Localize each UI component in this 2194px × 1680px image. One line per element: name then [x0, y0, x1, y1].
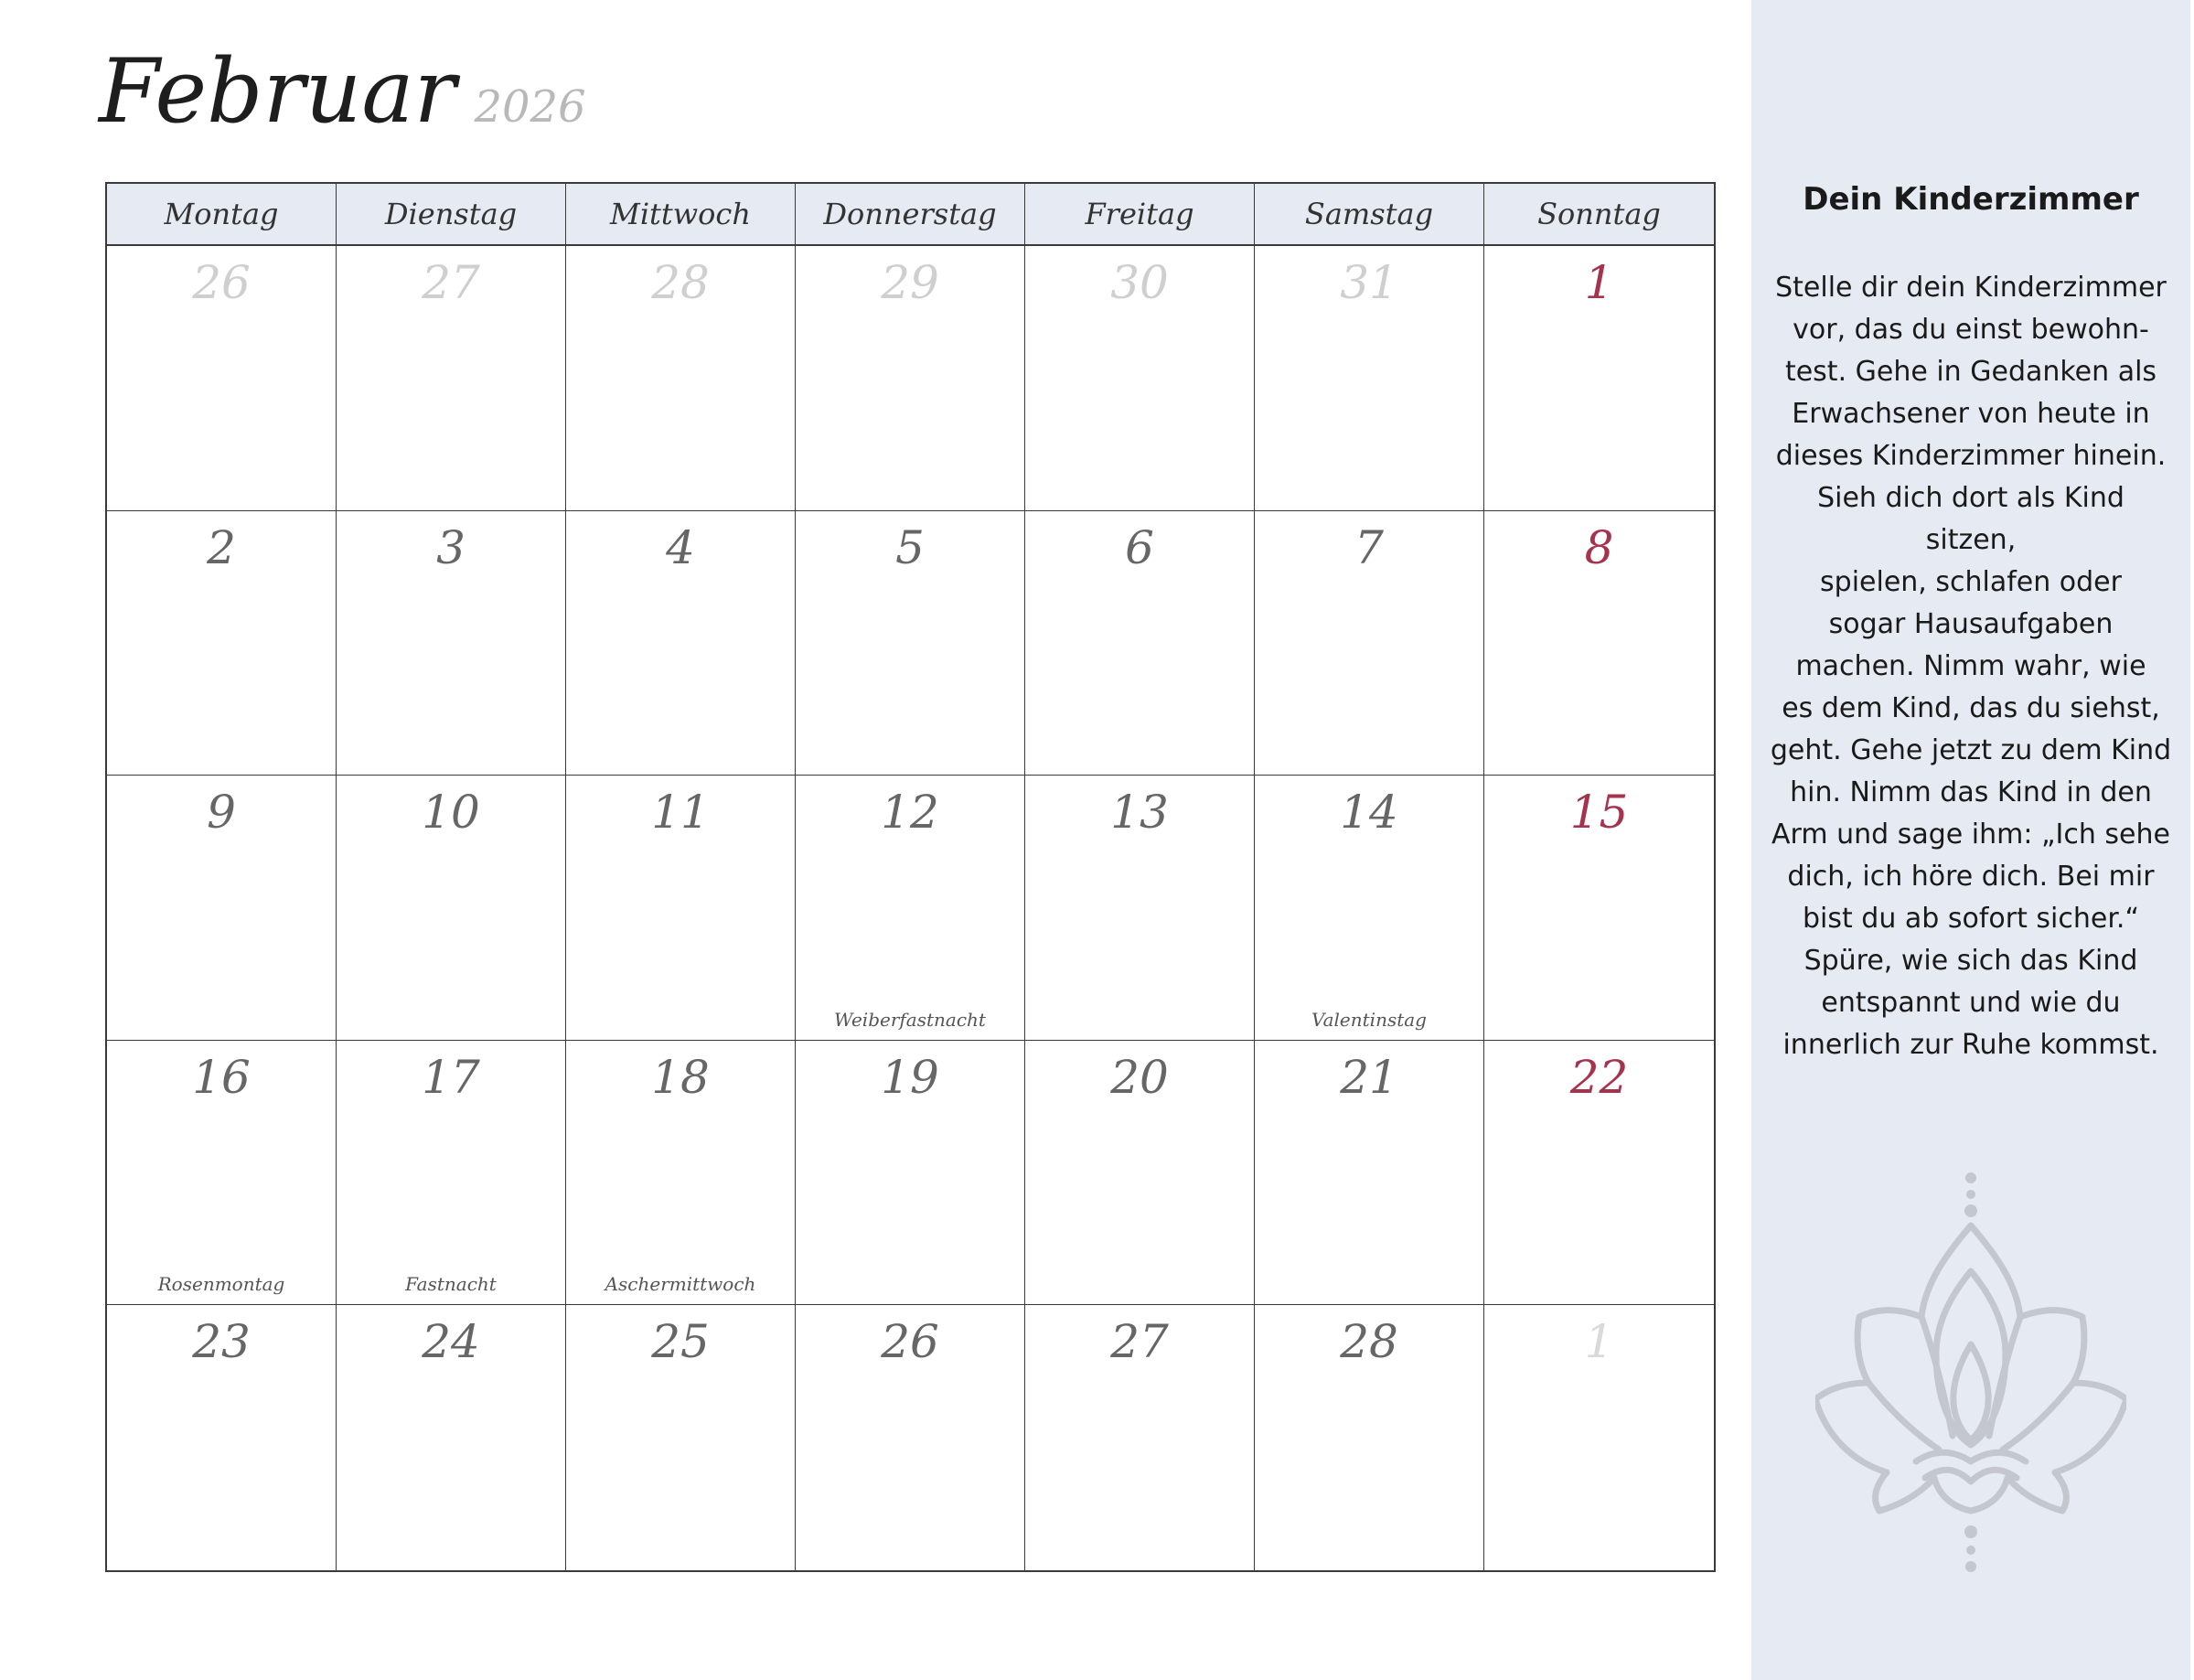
day-number: 3	[436, 520, 466, 574]
day-number: 19	[881, 1050, 939, 1104]
year-label: 2026	[474, 81, 586, 133]
weekday-header: Freitag	[1025, 184, 1255, 246]
sidebar-text-line: dieses Kinderzimmer hinein.	[1775, 440, 2167, 472]
sidebar-panel	[1751, 0, 2190, 1680]
weekday-header: Donnerstag	[796, 184, 1025, 246]
sidebar-text-line: entspannt und wie du	[1821, 987, 2121, 1019]
sidebar-text-line: Spüre, wie sich das Kind	[1803, 945, 2138, 977]
day-cell[interactable]	[1025, 776, 1255, 1041]
sidebar-title: Dein Kinderzimmer	[1803, 181, 2139, 218]
day-number: 15	[1569, 786, 1629, 840]
sidebar-text-line: machen. Nimm wahr, wie	[1795, 650, 2146, 682]
day-number: 26	[881, 1315, 939, 1369]
day-number: 26	[192, 256, 251, 309]
day-cell[interactable]	[107, 776, 337, 1041]
lotus-icon	[1815, 1171, 2126, 1582]
day-cell[interactable]	[1025, 1041, 1255, 1306]
day-number: 18	[651, 1050, 710, 1104]
day-number: 28	[651, 256, 710, 309]
day-number: 28	[1340, 1315, 1398, 1369]
day-cell[interactable]	[1025, 511, 1255, 776]
day-cell[interactable]	[337, 246, 566, 511]
sidebar-text-line: test. Gehe in Gedanken als	[1784, 356, 2157, 388]
sidebar-text-line: spielen, schlafen oder	[1820, 566, 2122, 598]
holiday-label: Weiberfastnacht	[834, 1008, 986, 1031]
sidebar-text-line: vor, das du einst bewohn-	[1793, 314, 2149, 346]
day-number: 9	[207, 786, 236, 840]
day-cell[interactable]	[337, 1305, 566, 1570]
sidebar-text	[1770, 267, 2172, 1066]
day-cell[interactable]	[1255, 776, 1484, 1041]
day-number: 27	[1110, 1315, 1169, 1369]
weekday-header: Sonntag	[1484, 184, 1714, 246]
month-title: Februar	[99, 40, 456, 143]
sidebar-text-line: Arm und sage ihm: „Ich sehe	[1771, 819, 2170, 851]
sidebar-text-line: geht. Gehe jetzt zu dem Kind	[1770, 734, 2172, 766]
day-cell[interactable]	[796, 246, 1025, 511]
day-number: 29	[881, 256, 939, 309]
day-number: 30	[1110, 256, 1169, 309]
day-cell[interactable]	[566, 776, 796, 1041]
day-cell[interactable]	[107, 511, 337, 776]
sidebar-text-line: sogar Hausaufgaben	[1828, 608, 2114, 640]
day-number: 13	[1110, 786, 1169, 840]
day-number: 12	[881, 786, 939, 840]
weekday-header: Montag	[107, 184, 337, 246]
sidebar-text-line: hin. Nimm das Kind in den	[1790, 776, 2152, 808]
day-number: 20	[1110, 1050, 1169, 1104]
day-cell[interactable]	[1484, 1041, 1714, 1306]
day-number: 17	[422, 1050, 480, 1104]
day-number: 1	[1584, 256, 1614, 309]
day-cell[interactable]	[1484, 246, 1714, 511]
day-cell[interactable]	[796, 1305, 1025, 1570]
weekday-header: Dienstag	[337, 184, 566, 246]
sidebar-text-line: Erwachsener von heute in	[1792, 398, 2150, 430]
sidebar-text-line: innerlich zur Ruhe kommst.	[1782, 1029, 2159, 1061]
day-number: 10	[422, 786, 480, 840]
page-title	[99, 40, 586, 143]
day-number: 31	[1340, 256, 1398, 309]
day-cell[interactable]	[1484, 1305, 1714, 1570]
day-number: 7	[1354, 520, 1384, 574]
day-cell[interactable]	[337, 1041, 566, 1306]
sidebar-text-line: bist du ab sofort sicher.“	[1803, 903, 2139, 935]
day-number: 21	[1340, 1050, 1398, 1104]
day-cell[interactable]	[337, 511, 566, 776]
day-number: 6	[1125, 520, 1154, 574]
day-cell[interactable]	[1255, 511, 1484, 776]
day-cell[interactable]	[566, 511, 796, 776]
holiday-label: Rosenmontag	[157, 1273, 285, 1296]
sidebar-text-line: es dem Kind, das du siehst,	[1782, 692, 2160, 724]
day-number: 24	[422, 1315, 480, 1369]
day-number: 4	[666, 520, 695, 574]
weekday-header: Mittwoch	[566, 184, 796, 246]
day-number: 1	[1584, 1315, 1614, 1369]
day-cell[interactable]	[1255, 1305, 1484, 1570]
day-cell[interactable]	[1255, 1041, 1484, 1306]
day-number: 27	[422, 256, 480, 309]
sidebar-text-line: Stelle dir dein Kinderzimmer	[1775, 272, 2167, 304]
day-cell[interactable]	[796, 1041, 1025, 1306]
day-number: 11	[651, 786, 710, 840]
day-cell[interactable]	[1025, 1305, 1255, 1570]
day-number: 22	[1569, 1050, 1629, 1104]
day-cell[interactable]	[107, 1305, 337, 1570]
day-cell[interactable]	[796, 511, 1025, 776]
calendar-grid	[105, 182, 1716, 1572]
day-cell[interactable]	[796, 776, 1025, 1041]
day-cell[interactable]	[107, 246, 337, 511]
day-number: 16	[192, 1050, 251, 1104]
holiday-label: Fastnacht	[405, 1273, 497, 1296]
day-number: 23	[192, 1315, 251, 1369]
day-number: 8	[1584, 520, 1614, 574]
weekday-header: Samstag	[1255, 184, 1484, 246]
day-cell[interactable]	[1484, 511, 1714, 776]
day-number: 14	[1340, 786, 1398, 840]
sidebar-text-line: Sieh dich dort als Kind sitzen,	[1817, 482, 2124, 556]
day-cell[interactable]	[1025, 246, 1255, 511]
day-cell[interactable]	[566, 1041, 796, 1306]
day-number: 5	[895, 520, 925, 574]
day-cell[interactable]	[566, 246, 796, 511]
sidebar-text-line: dich, ich höre dich. Bei mir	[1787, 861, 2155, 893]
day-cell[interactable]	[107, 1041, 337, 1306]
day-cell[interactable]	[337, 776, 566, 1041]
holiday-label: Aschermittwoch	[605, 1273, 756, 1296]
day-number: 25	[651, 1315, 710, 1369]
day-cell[interactable]	[566, 1305, 796, 1570]
day-cell[interactable]	[1484, 776, 1714, 1041]
day-cell[interactable]	[1255, 246, 1484, 511]
day-number: 2	[207, 520, 236, 574]
holiday-label: Valentinstag	[1311, 1008, 1427, 1031]
